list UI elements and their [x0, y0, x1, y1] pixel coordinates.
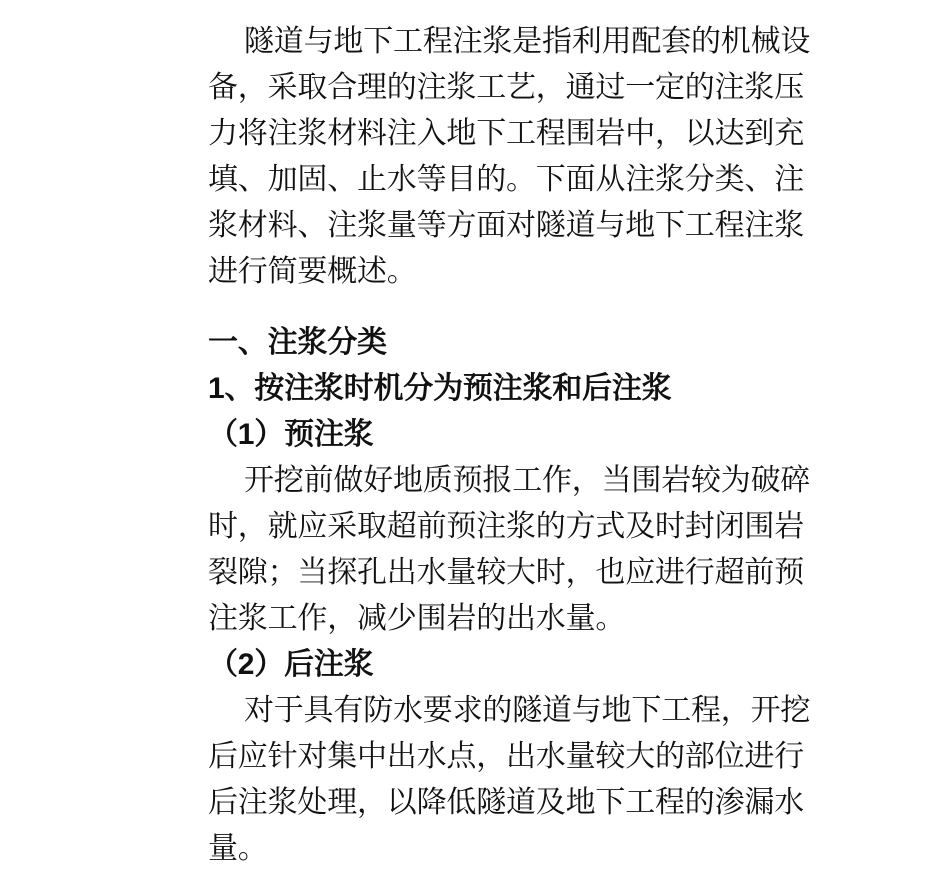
text-line: 对于具有防水要求的隧道与地下工程，开挖	[244, 694, 811, 727]
text-line: 进行简要概述。	[208, 255, 417, 288]
sub-heading: 1、按注浆时机分为预注浆和后注浆	[208, 372, 672, 405]
text-line: 裂隙；当探孔出水量较大时，也应进行超前预	[208, 556, 804, 589]
text-line: 填、加固、止水等目的。下面从注浆分类、注	[208, 163, 804, 196]
text-line: 力将注浆材料注入地下工程围岩中，以达到充	[208, 117, 804, 150]
item2-paragraph	[208, 688, 818, 872]
text-line: 时，就应采取超前预注浆的方式及时封闭围岩	[208, 510, 804, 543]
text-line: 开挖前做好地质预报工作，当围岩较为破碎	[244, 464, 811, 497]
text-line: 后应针对集中出水点，出水量较大的部位进行	[208, 740, 804, 773]
text-line: 注浆工作，减少围岩的出水量。	[208, 602, 626, 635]
text-line: 后注浆处理，以降低隧道及地下工程的渗漏水	[208, 786, 804, 819]
section-heading: 一、注浆分类	[208, 326, 387, 359]
text-line: 备，采取合理的注浆工艺，通过一定的注浆压	[208, 71, 804, 104]
item1-heading: （1）预注浆	[208, 418, 374, 451]
text-line: 隧道与地下工程注浆是指利用配套的机械设	[244, 25, 811, 58]
text-line: 浆材料、注浆量等方面对隧道与地下工程注浆	[208, 209, 804, 242]
item2-heading: （2）后注浆	[208, 648, 374, 681]
item1-paragraph	[208, 458, 818, 642]
intro-paragraph	[208, 19, 818, 295]
text-line: 量。	[208, 832, 268, 865]
